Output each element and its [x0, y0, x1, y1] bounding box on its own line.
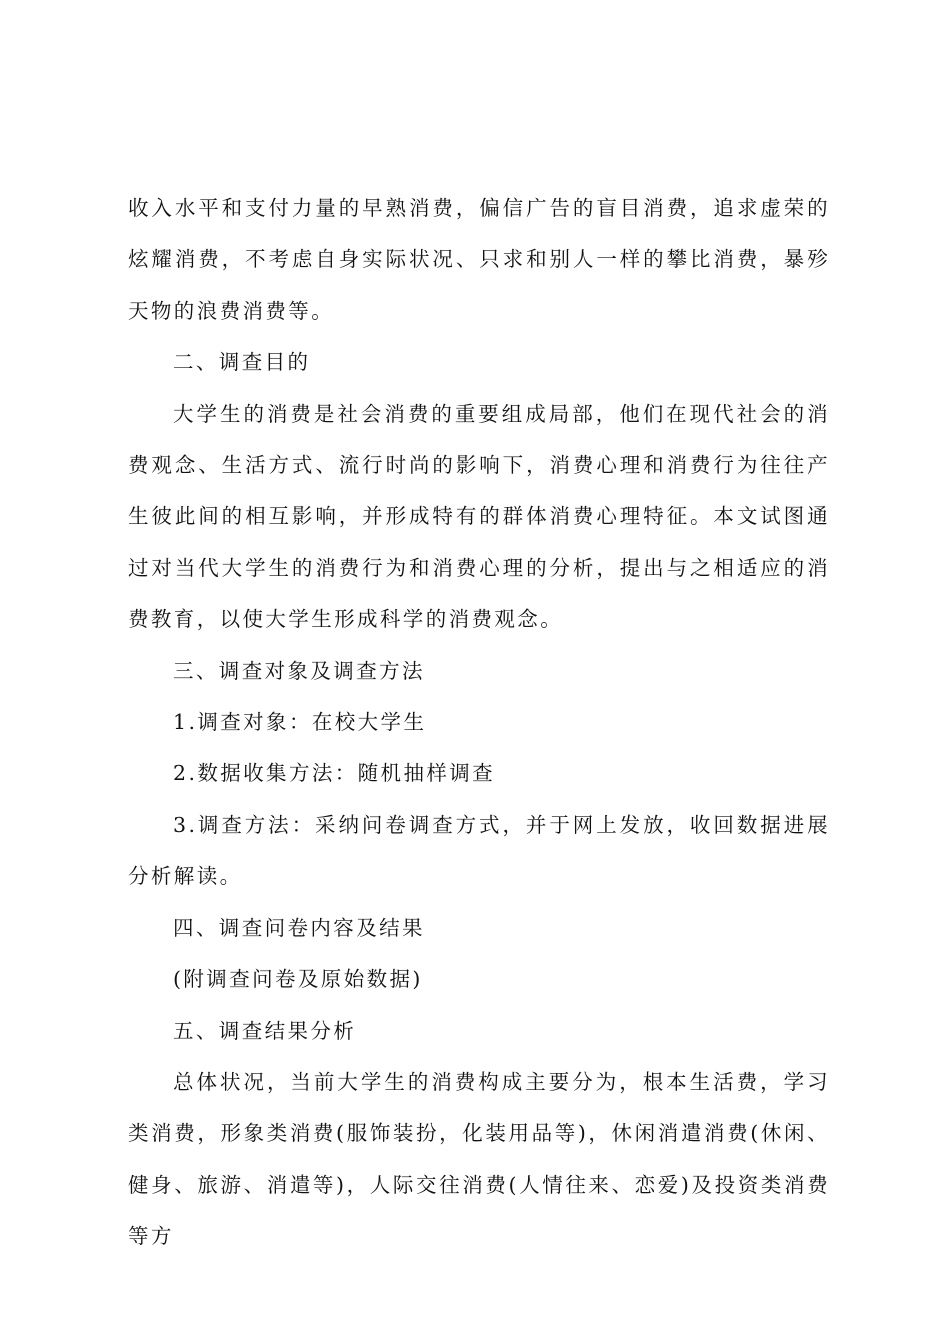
section-heading-analysis: 五、调查结果分析 — [173, 1018, 357, 1043]
paragraph-analysis: 总体状况，当前大学生的消费构成主要分为，根本生活费，学习类消费，形象类消费(服饰装扮，化装用品等)，休闲消遣消费(休闲、健身、旅游、消遣等)，人际交往消费(人情往来、恋爱)及投资类消费等方 — [128, 1069, 830, 1249]
section-heading-subjects-methods: 三、调查对象及调查方法 — [173, 658, 425, 683]
note-appendix: (附调查问卷及原始数据) — [173, 967, 423, 992]
list-item-data-collection: 2.数据收集方法：随机抽样调查 — [173, 761, 496, 786]
section-heading-purpose: 二、调查目的 — [173, 350, 311, 375]
section-heading-questionnaire: 四、调查问卷内容及结果 — [173, 915, 425, 940]
paragraph-continuation: 收入水平和支付力量的早熟消费，偏信广告的盲目消费，追求虚荣的炫耀消费，不考虑自身实际状况、只求和别人一样的攀比消费，暴殄天物的浪费消费等。 — [128, 196, 830, 323]
paragraph-purpose: 大学生的消费是社会消费的重要组成局部，他们在现代社会的消费观念、生活方式、流行时尚的影响下，消费心理和消费行为往往产生彼此间的相互影响，并形成特有的群体消费心理特征。本文试图通过对当代大学生的消费行为和消费心理的分析，提出与之相适应的消费教育，以使大学生形成科学的消费观念。 — [128, 401, 830, 632]
list-item-survey-method: 3.调查方法：采纳问卷调查方式，并于网上发放，收回数据进展分析解读。 — [128, 812, 830, 889]
document-body — [128, 183, 830, 1263]
list-item-subjects: 1.调查对象：在校大学生 — [173, 710, 427, 735]
